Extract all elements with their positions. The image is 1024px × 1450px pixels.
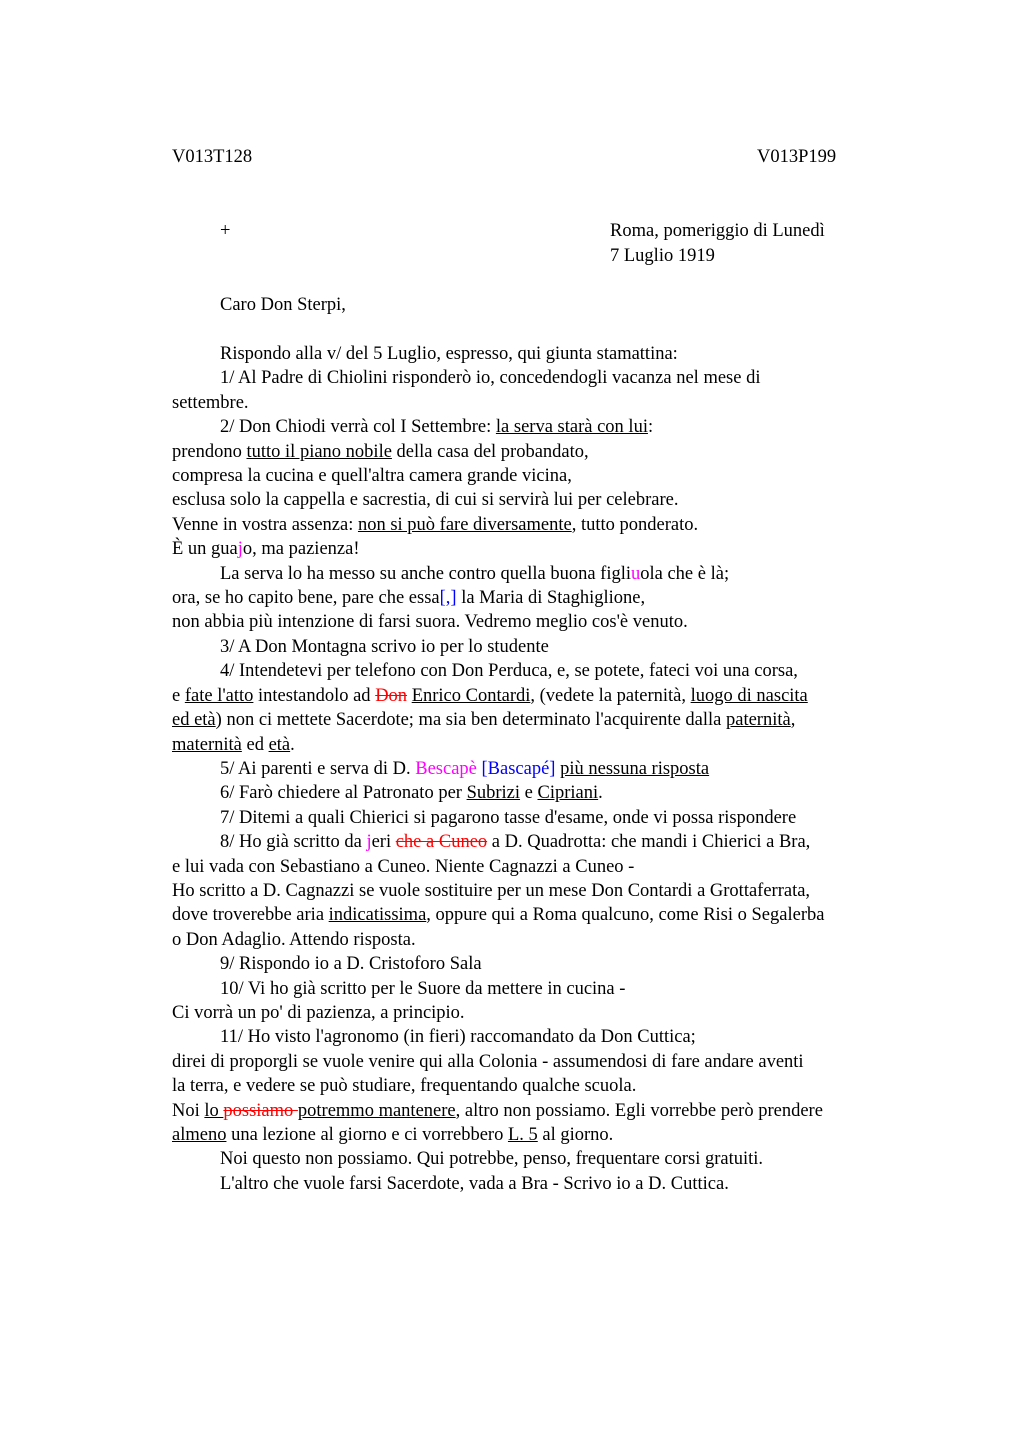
letter-text-segment: una lezione al giorno e ci vorrebbero bbox=[226, 1125, 508, 1145]
letter-line bbox=[172, 879, 932, 903]
letter-text-segment: non si può fare diversamente bbox=[357, 514, 572, 535]
letter-line bbox=[172, 855, 932, 879]
letter-text-segment: 10/ Vi ho già scritto per le Suore da mettere in cucina - bbox=[220, 978, 626, 999]
letter-text-segment: la terra, e vedere se può studiare, frequentando qualche scuola. bbox=[172, 1076, 637, 1097]
letter-text-segment: : bbox=[647, 417, 654, 438]
letter-text-segment: 11/ Ho visto l'agronomo (in fieri) raccomandato da Don Cuttica; bbox=[220, 1027, 696, 1048]
letter-line bbox=[172, 488, 932, 512]
letter-text-segment: , tutto ponderato. bbox=[571, 514, 699, 535]
letter-text-segment: prendono bbox=[172, 441, 247, 462]
letter-text-segment: compresa la cucina e quell'altra camera grande vicina, bbox=[172, 466, 572, 487]
letter-line bbox=[172, 952, 932, 976]
letter-line bbox=[172, 1147, 932, 1171]
letter-line bbox=[172, 440, 932, 464]
letter-line bbox=[172, 708, 932, 732]
letter-line bbox=[172, 757, 932, 781]
letter-line bbox=[172, 1001, 932, 1025]
letter-text-segment: 6/ Farò chiedere al Patronato per bbox=[220, 783, 467, 804]
letter-text-segment: o Don Adaglio. Attendo risposta. bbox=[172, 929, 416, 950]
letter-text-segment: la Maria di Staghiglione, bbox=[456, 588, 646, 609]
letter-line bbox=[172, 928, 932, 952]
letter-text-segment: Ci vorrà un po' di pazienza, a principio. bbox=[172, 1002, 465, 1023]
letter-line bbox=[172, 562, 932, 586]
letter-text-segment: luogo di nascita bbox=[690, 685, 808, 706]
letter-text-segment: È un gua bbox=[172, 539, 238, 560]
letter-text-segment: Subrizi bbox=[466, 783, 521, 804]
letter-text-segment: al giorno. bbox=[537, 1125, 614, 1145]
place-date-line1: Roma, pomeriggio di Lunedì bbox=[610, 221, 825, 241]
letter-line bbox=[172, 1025, 932, 1049]
letter-text-segment: . bbox=[598, 783, 603, 804]
header-right-code: V013P199 bbox=[757, 147, 837, 167]
letter-line bbox=[172, 366, 932, 390]
letter-text-segment: tutto il piano nobile bbox=[246, 441, 392, 462]
letter-text-segment: fate l'atto bbox=[184, 685, 254, 706]
letter-line bbox=[172, 659, 932, 683]
letter-text-segment: Enrico Contardi bbox=[411, 685, 531, 706]
letter-text-segment: Ho scritto a D. Cagnazzi se vuole sostituire per un mese Don Contardi a Grottaferrata, bbox=[172, 880, 811, 901]
letter-text-segment: ora, se ho capito bene, pare che essa bbox=[172, 588, 440, 609]
salutation: Caro Don Sterpi, bbox=[220, 295, 346, 315]
letter-text-segment: , oppure qui a Roma qualcuno, come Risi o Segalerba bbox=[426, 905, 825, 926]
letter-text-segment: potremmo mantenere bbox=[297, 1100, 456, 1121]
letter-text-segment: 4/ Intendetevi per telefono con Don Perduca, e, se potete, fateci voi una corsa, bbox=[220, 661, 798, 682]
letter-text-segment: Noi bbox=[172, 1100, 205, 1121]
letter-text-segment: Bescapè bbox=[415, 758, 477, 779]
letter-text-segment: paternità bbox=[726, 710, 791, 731]
letter-text-segment: L'altro che vuole farsi Sacerdote, vada a Bra - Scrivo io a D. Cuttica. bbox=[220, 1173, 729, 1194]
letter-text-segment: e bbox=[172, 685, 185, 706]
letter-text-segment: dove troverebbe aria bbox=[172, 905, 329, 926]
letter-text-segment: Rispondo alla v/ del 5 Luglio, espresso, qui giunta stamattina: bbox=[220, 344, 678, 364]
letter-text-segment: della casa del probandato, bbox=[391, 441, 589, 462]
letter-text-segment: 8/ Ho già scritto da bbox=[220, 832, 367, 853]
letter-text-segment: che a Cuneo bbox=[395, 832, 488, 853]
letter-text-segment: la serva starà con lui bbox=[495, 417, 648, 438]
letter-text-segment: Noi questo non possiamo. Qui potrebbe, penso, frequentare corsi gratuiti. bbox=[220, 1149, 764, 1170]
letter-line bbox=[172, 537, 932, 561]
letter-text-segment: La serva lo ha messo su anche contro quella buona figli bbox=[220, 563, 631, 584]
letter-text-segment: settembre. bbox=[172, 392, 249, 413]
letter-text-segment: e bbox=[520, 783, 538, 804]
letter-text-segment: 7/ Ditemi a quali Chierici si pagarono tasse d'esame, onde vi possa rispondere bbox=[220, 807, 797, 828]
letter-text-segment: [Bascapé] bbox=[481, 758, 556, 779]
cross-mark: + bbox=[220, 221, 231, 241]
letter-line bbox=[172, 1099, 932, 1123]
letter-text-segment: possiamo bbox=[223, 1100, 298, 1121]
letter-line bbox=[172, 586, 932, 610]
letter-text-segment: non abbia più intenzione di farsi suora. Vedremo meglio cos'è venuto. bbox=[172, 612, 688, 633]
letter-line bbox=[172, 977, 932, 1001]
letter-line bbox=[172, 830, 932, 854]
letter-line bbox=[172, 513, 932, 537]
letter-text-segment: , (vedete la paternità, bbox=[530, 685, 691, 706]
letter-line bbox=[172, 1172, 932, 1196]
letter-text-segment: 1/ Al Padre di Chiolini risponderò io, concedendogli vacanza nel mese di bbox=[220, 368, 761, 389]
letter-text-segment: ) non ci mettete Sacerdote; ma sia ben determinato l'acquirente dalla bbox=[215, 710, 726, 731]
letter-text-segment: , altro non possiamo. Egli vorrebbe però prendere bbox=[455, 1100, 823, 1121]
letter-line bbox=[172, 1074, 932, 1098]
letter-text-segment: ed età bbox=[172, 710, 216, 731]
letter-text-segment: u bbox=[630, 563, 641, 584]
letter-line bbox=[172, 806, 932, 830]
letter-text-segment: intestandolo ad bbox=[253, 685, 376, 706]
letter-text-segment: , bbox=[790, 710, 796, 731]
letter-line bbox=[172, 733, 932, 757]
letter-line bbox=[172, 342, 932, 366]
letter-line bbox=[172, 635, 932, 659]
letter-line bbox=[172, 464, 932, 488]
letter-text-segment: L. 5 bbox=[507, 1125, 538, 1145]
header-left-code: V013T128 bbox=[172, 147, 253, 167]
letter-line bbox=[172, 684, 932, 708]
letter-text-segment: j bbox=[366, 832, 372, 853]
letter-text-segment: o, ma pazienza! bbox=[242, 539, 360, 560]
letter-line bbox=[172, 391, 932, 415]
letter-text-segment: ed bbox=[241, 734, 269, 755]
letter-text-segment: 5/ Ai parenti e serva di D. bbox=[220, 758, 416, 779]
letter-line bbox=[172, 781, 932, 805]
letter-text-segment: j bbox=[237, 539, 243, 560]
letter-text-segment: esclusa solo la cappella e sacrestia, di cui si servirà lui per celebrare. bbox=[172, 490, 679, 511]
letter-text-segment: 9/ Rispondo io a D. Cristoforo Sala bbox=[220, 954, 482, 975]
letter-line bbox=[172, 1123, 932, 1147]
letter-text-segment: 3/ A Don Montagna scrivo io per lo studente bbox=[220, 636, 549, 657]
letter-text-segment: maternità bbox=[172, 734, 242, 755]
letter-text-segment: Venne in vostra assenza: bbox=[172, 514, 358, 535]
letter-text-segment: età bbox=[268, 734, 291, 755]
letter-text-segment: [,] bbox=[439, 588, 457, 609]
letter-text-segment: 2/ Don Chiodi verrà col I Settembre: bbox=[220, 417, 496, 438]
letter-text-segment: Don bbox=[375, 685, 408, 706]
letter-text-segment: eri bbox=[371, 832, 396, 853]
letter-text-segment: . bbox=[290, 734, 295, 755]
letter-text-segment: direi di proporgli se vuole venire qui alla Colonia - assumendosi di fare andare aventi bbox=[172, 1051, 804, 1072]
letter-text-segment: a D. Quadrotta: che mandi i Chierici a Bra, bbox=[487, 832, 811, 853]
place-date-line2: 7 Luglio 1919 bbox=[610, 246, 715, 266]
letter-text-segment: Cipriani bbox=[537, 783, 599, 804]
letter-text-segment: e lui vada con Sebastiano a Cuneo. Niente Cagnazzi a Cuneo - bbox=[172, 856, 635, 877]
letter-text-segment: lo bbox=[204, 1100, 224, 1121]
letter-text-segment: ola che è là; bbox=[640, 563, 730, 584]
letter-body bbox=[172, 342, 932, 1196]
letter-text-segment: più nessuna risposta bbox=[560, 758, 710, 779]
letter-line bbox=[172, 903, 932, 927]
letter-line bbox=[172, 415, 932, 439]
letter-text-segment: indicatissima bbox=[328, 905, 427, 926]
letter-line bbox=[172, 610, 932, 634]
letter-line bbox=[172, 1050, 932, 1074]
letter-text-segment: almeno bbox=[172, 1125, 227, 1145]
